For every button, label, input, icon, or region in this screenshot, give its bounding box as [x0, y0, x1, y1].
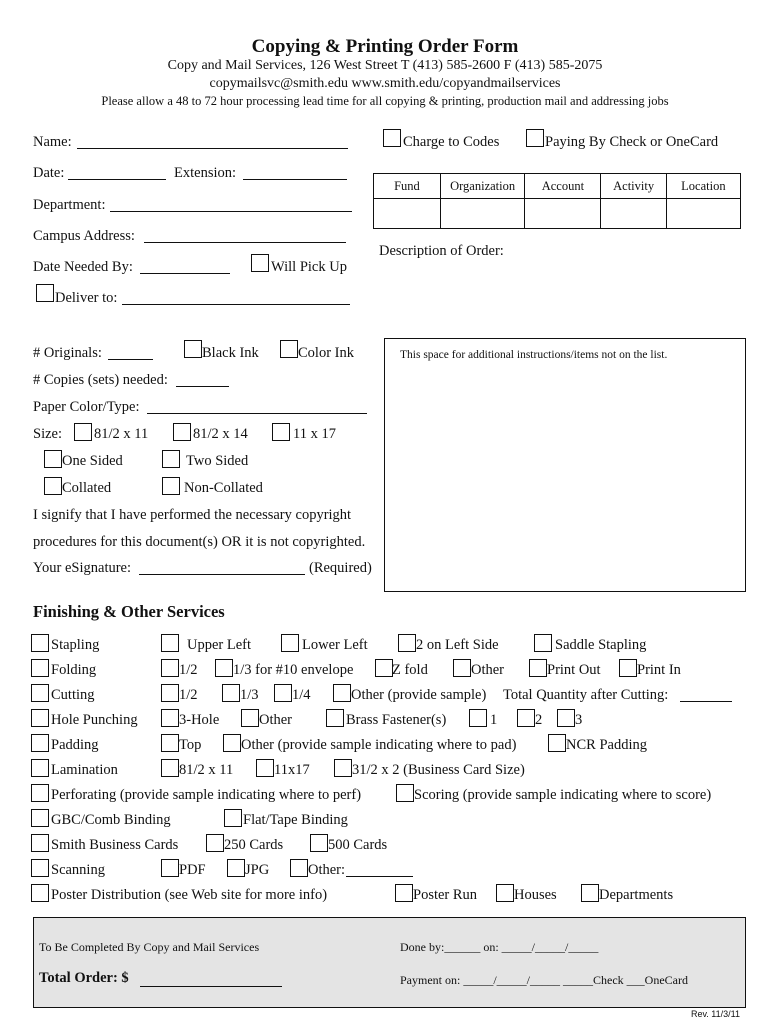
z-fold-checkbox[interactable] [375, 659, 393, 677]
cut-quarter-label: 1/4 [292, 687, 311, 703]
total-quantity-field[interactable] [680, 701, 732, 702]
revision-date: Rev. 11/3/11 [690, 1009, 740, 1019]
collated-checkbox[interactable] [44, 477, 62, 495]
payment-on-field[interactable]: Payment on: _____/_____/_____ _____Check ___OneCard [400, 973, 688, 987]
name-label: Name: [33, 134, 72, 150]
department-label: Department: [33, 197, 106, 213]
instructions-box[interactable] [384, 338, 746, 592]
location-cell[interactable] [666, 199, 740, 229]
pad-top-label: Top [179, 737, 202, 753]
brass-fastener-label: Brass Fastener(s) [346, 712, 447, 728]
date-needed-label: Date Needed By: [33, 259, 133, 275]
size-8-5x14-label: 81/2 x 14 [193, 426, 248, 442]
stapling-label: Stapling [51, 637, 100, 653]
originals-field[interactable] [108, 359, 153, 360]
perforating-checkbox[interactable] [31, 784, 49, 802]
account-header: Account [525, 174, 601, 199]
office-use-box [33, 917, 746, 1008]
punch-other-label: Other [259, 712, 293, 728]
fold-other-checkbox[interactable] [453, 659, 471, 677]
scoring-label: Scoring (provide sample indicating where to score) [414, 787, 712, 803]
will-pick-up-label: Will Pick Up [271, 259, 347, 275]
fastener-three-checkbox[interactable] [557, 709, 575, 727]
cut-other-label: Other (provide sample) [351, 687, 487, 703]
black-ink-label: Black Ink [202, 345, 259, 361]
poster-distribution-label: Poster Distribution (see Web site for more info) [51, 887, 328, 903]
cards-250-checkbox[interactable] [206, 834, 224, 852]
pad-top-checkbox[interactable] [161, 734, 179, 752]
fund-header: Fund [374, 174, 441, 199]
copyright-line-2: procedures for this document(s) OR it is not copyrighted. [33, 534, 366, 550]
lead-time-note: Please allow a 48 to 72 hour processing lead time for all copying & printing, production mail and addressing jobs [101, 94, 669, 108]
ncr-padding-checkbox[interactable] [548, 734, 566, 752]
scan-jpg-label: JPG [245, 862, 270, 878]
scan-pdf-checkbox[interactable] [161, 859, 179, 877]
paying-by-check-checkbox[interactable] [526, 129, 544, 147]
upper-left-label: Upper Left [187, 637, 252, 653]
esignature-field[interactable] [139, 574, 305, 575]
scanning-checkbox[interactable] [31, 859, 49, 877]
cut-third-label: 1/3 [240, 687, 259, 703]
stapling-checkbox[interactable] [31, 634, 49, 652]
hole-punching-label: Hole Punching [51, 712, 138, 728]
copies-label: # Copies (sets) needed: [33, 372, 168, 388]
total-order-field[interactable] [140, 986, 282, 987]
lamination-checkbox[interactable] [31, 759, 49, 777]
lam-11x17-label: 11x17 [274, 762, 310, 778]
one-sided-label: One Sided [62, 453, 123, 469]
scanning-label: Scanning [51, 862, 105, 878]
lam-8-5x11-checkbox[interactable] [161, 759, 179, 777]
z-fold-label: Z fold [392, 662, 428, 678]
department-field[interactable] [110, 211, 352, 212]
lamination-label: Lamination [51, 762, 118, 778]
houses-checkbox[interactable] [496, 884, 514, 902]
organization-header: Organization [440, 174, 524, 199]
lam-business-card-label: 31/2 x 2 (Business Card Size) [352, 762, 525, 778]
charge-to-codes-checkbox[interactable] [383, 129, 401, 147]
pad-other-checkbox[interactable] [223, 734, 241, 752]
folding-checkbox[interactable] [31, 659, 49, 677]
cards-500-label: 500 Cards [328, 837, 388, 853]
cards-500-checkbox[interactable] [310, 834, 328, 852]
departments-checkbox[interactable] [581, 884, 599, 902]
cutting-checkbox[interactable] [31, 684, 49, 702]
date-label: Date: [33, 165, 65, 181]
fold-other-label: Other [471, 662, 505, 678]
deliver-to-label: Deliver to: [55, 290, 118, 306]
lam-business-card-checkbox[interactable] [334, 759, 352, 777]
print-out-checkbox[interactable] [529, 659, 547, 677]
campus-address-field[interactable] [144, 242, 346, 243]
extension-label: Extension: [174, 165, 237, 181]
size-11x17-label: 11 x 17 [293, 426, 336, 442]
fold-half-label: 1/2 [179, 662, 198, 678]
charge-codes-table [373, 173, 741, 229]
pad-other-label: Other (provide sample indicating where to pad) [241, 737, 517, 753]
fastener-two-checkbox[interactable] [517, 709, 535, 727]
fastener-one-label: 1 [490, 712, 498, 728]
two-sided-checkbox[interactable] [162, 450, 180, 468]
campus-address-label: Campus Address: [33, 228, 135, 244]
total-order-label: Total Order: $ [39, 970, 129, 986]
non-collated-checkbox[interactable] [162, 477, 180, 495]
address-line: Copy and Mail Services, 126 West Street T (413) 585-2600 F (413) 585-2075 [167, 58, 603, 73]
fold-third-envelope-checkbox[interactable] [215, 659, 233, 677]
originals-label: # Originals: [33, 345, 102, 361]
esignature-required: (Required) [309, 560, 372, 576]
cut-third-checkbox[interactable] [222, 684, 240, 702]
form-title: Copying & Printing Order Form [251, 36, 519, 57]
fund-cell[interactable] [374, 199, 441, 229]
scan-other-label: Other: [308, 862, 346, 878]
activity-cell[interactable] [601, 199, 666, 229]
lower-left-checkbox[interactable] [281, 634, 299, 652]
account-cell[interactable] [525, 199, 601, 229]
departments-label: Departments [599, 887, 674, 903]
date-needed-field[interactable] [140, 273, 230, 274]
saddle-stapling-label: Saddle Stapling [555, 637, 647, 653]
finishing-title: Finishing & Other Services [33, 602, 225, 621]
punch-other-checkbox[interactable] [241, 709, 259, 727]
size-11x17-checkbox[interactable] [272, 423, 290, 441]
done-by-field[interactable]: Done by:______ on: _____/_____/_____ [400, 940, 599, 954]
scan-pdf-label: PDF [179, 862, 206, 878]
three-hole-checkbox[interactable] [161, 709, 179, 727]
print-in-label: Print In [637, 662, 681, 678]
total-quantity-label: Total Quantity after Cutting: [503, 687, 669, 703]
size-8-5x14-checkbox[interactable] [173, 423, 191, 441]
name-field[interactable] [77, 148, 348, 149]
size-label: Size: [33, 426, 62, 442]
poster-run-label: Poster Run [413, 887, 478, 903]
fastener-one-checkbox[interactable] [469, 709, 487, 727]
copies-field[interactable] [176, 386, 229, 387]
description-label: Description of Order: [379, 243, 504, 259]
padding-checkbox[interactable] [31, 734, 49, 752]
folding-label: Folding [51, 662, 97, 678]
non-collated-label: Non-Collated [184, 480, 263, 496]
collated-label: Collated [62, 480, 112, 496]
scoring-checkbox[interactable] [396, 784, 414, 802]
size-8-5x11-checkbox[interactable] [74, 423, 92, 441]
cut-half-checkbox[interactable] [161, 684, 179, 702]
business-cards-checkbox[interactable] [31, 834, 49, 852]
houses-label: Houses [514, 887, 557, 903]
charge-to-codes-label: Charge to Codes [403, 134, 500, 150]
instructions-hint: This space for additional instructions/items not on the list. [400, 349, 668, 361]
size-8-5x11-label: 81/2 x 11 [94, 426, 149, 442]
poster-distribution-checkbox[interactable] [31, 884, 49, 902]
lam-8-5x11-label: 81/2 x 11 [179, 762, 234, 778]
esignature-label: Your eSignature: [33, 560, 132, 576]
flat-tape-label: Flat/Tape Binding [243, 812, 348, 828]
paper-field[interactable] [147, 413, 367, 414]
perforating-label: Perforating (provide sample indicating where to perf) [51, 787, 362, 803]
scan-jpg-checkbox[interactable] [227, 859, 245, 877]
organization-cell[interactable] [440, 199, 524, 229]
fold-third-envelope-label: 1/3 for #10 envelope [233, 662, 354, 678]
poster-run-checkbox[interactable] [395, 884, 413, 902]
scan-other-field[interactable] [346, 876, 413, 877]
color-ink-label: Color Ink [298, 345, 354, 361]
extension-field[interactable] [243, 179, 347, 180]
cut-quarter-checkbox[interactable] [274, 684, 292, 702]
contact-line: copymailsvc@smith.edu www.smith.edu/copyandmailservices [209, 76, 561, 91]
location-header: Location [666, 174, 740, 199]
scan-other-checkbox[interactable] [290, 859, 308, 877]
cards-250-label: 250 Cards [224, 837, 284, 853]
upper-left-checkbox[interactable] [161, 634, 179, 652]
padding-label: Padding [51, 737, 99, 753]
cutting-label: Cutting [51, 687, 95, 703]
cut-half-label: 1/2 [179, 687, 198, 703]
brass-fastener-checkbox[interactable] [326, 709, 344, 727]
fastener-three-label: 3 [575, 712, 583, 728]
lam-11x17-checkbox[interactable] [256, 759, 274, 777]
two-sided-label: Two Sided [186, 453, 249, 469]
one-sided-checkbox[interactable] [44, 450, 62, 468]
deliver-to-field[interactable] [122, 304, 350, 305]
color-ink-checkbox[interactable] [280, 340, 298, 358]
will-pick-up-checkbox[interactable] [251, 254, 269, 272]
three-hole-label: 3-Hole [179, 712, 220, 728]
hole-punching-checkbox[interactable] [31, 709, 49, 727]
black-ink-checkbox[interactable] [184, 340, 202, 358]
lower-left-label: Lower Left [302, 637, 368, 653]
print-out-label: Print Out [547, 662, 601, 678]
paper-label: Paper Color/Type: [33, 399, 140, 415]
activity-header: Activity [601, 174, 666, 199]
fold-half-checkbox[interactable] [161, 659, 179, 677]
print-in-checkbox[interactable] [619, 659, 637, 677]
paying-by-check-label: Paying By Check or OneCard [545, 134, 719, 150]
fastener-two-label: 2 [535, 712, 543, 728]
two-left-side-label: 2 on Left Side [416, 637, 499, 653]
date-field[interactable] [68, 179, 166, 180]
cut-other-checkbox[interactable] [333, 684, 351, 702]
business-cards-label: Smith Business Cards [51, 837, 179, 853]
ncr-padding-label: NCR Padding [566, 737, 647, 753]
completed-by-label: To Be Completed By Copy and Mail Services [39, 940, 260, 954]
two-left-side-checkbox[interactable] [398, 634, 416, 652]
copyright-line-1: I signify that I have performed the necessary copyright [33, 507, 352, 523]
gbc-checkbox[interactable] [31, 809, 49, 827]
flat-tape-checkbox[interactable] [224, 809, 242, 827]
saddle-stapling-checkbox[interactable] [534, 634, 552, 652]
deliver-to-checkbox[interactable] [36, 284, 54, 302]
gbc-label: GBC/Comb Binding [51, 812, 171, 828]
